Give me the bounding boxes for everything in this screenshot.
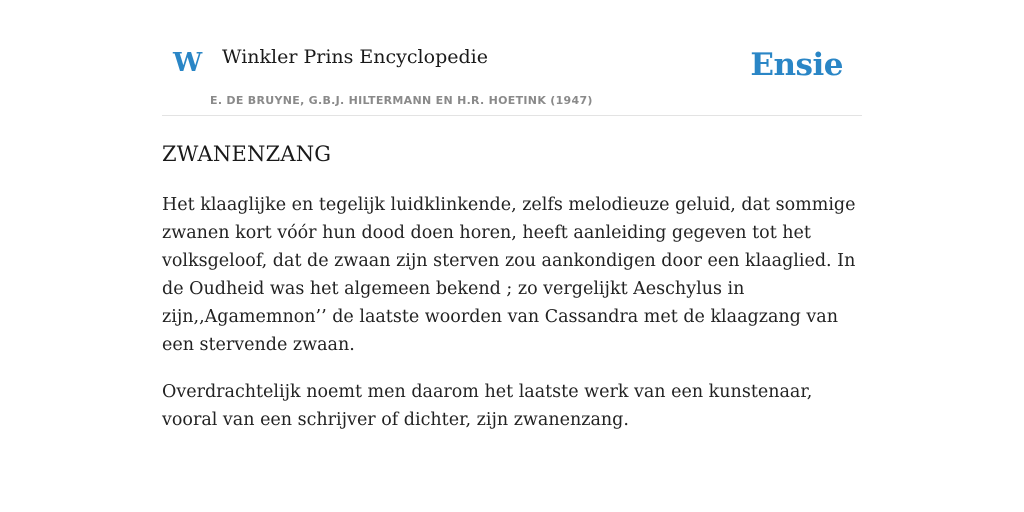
source-authors: E. DE BRUYNE, G.B.J. HILTERMANN EN H.R. HOETINK (1947) xyxy=(210,94,593,107)
entry-paragraph-2: Overdrachtelijk noemt men daarom het laatste werk van een kunstenaar, vooral van een schrijver of dichter, zijn zwanenzang. xyxy=(162,382,813,431)
entry-paragraph-1: Het klaaglijke en tegelijk luidklinkende, zelfs melodieuze geluid, dat sommige zwanen kort vóór hun dood doen horen, heeft aanleiding gegeven tot het volksgeloof, dat de zwaan zijn sterven zou aankondigen door een klaaglied. In de Oudheid was het algemeen bekend ; zo vergelijkt Aeschylus in zijn,,Agamemnon’’ de laatste woorden van Cassandra met de klaagzang van een stervende zwaan. xyxy=(162,195,856,356)
source-title-link[interactable]: Winkler Prins Encyclopedie xyxy=(222,46,488,68)
source-header xyxy=(162,0,862,116)
entry-title: ZWANENZANG xyxy=(162,142,332,166)
page xyxy=(162,0,862,434)
source-logo-icon[interactable]: W xyxy=(173,48,203,78)
ensie-logo[interactable]: Ensie xyxy=(750,47,843,83)
